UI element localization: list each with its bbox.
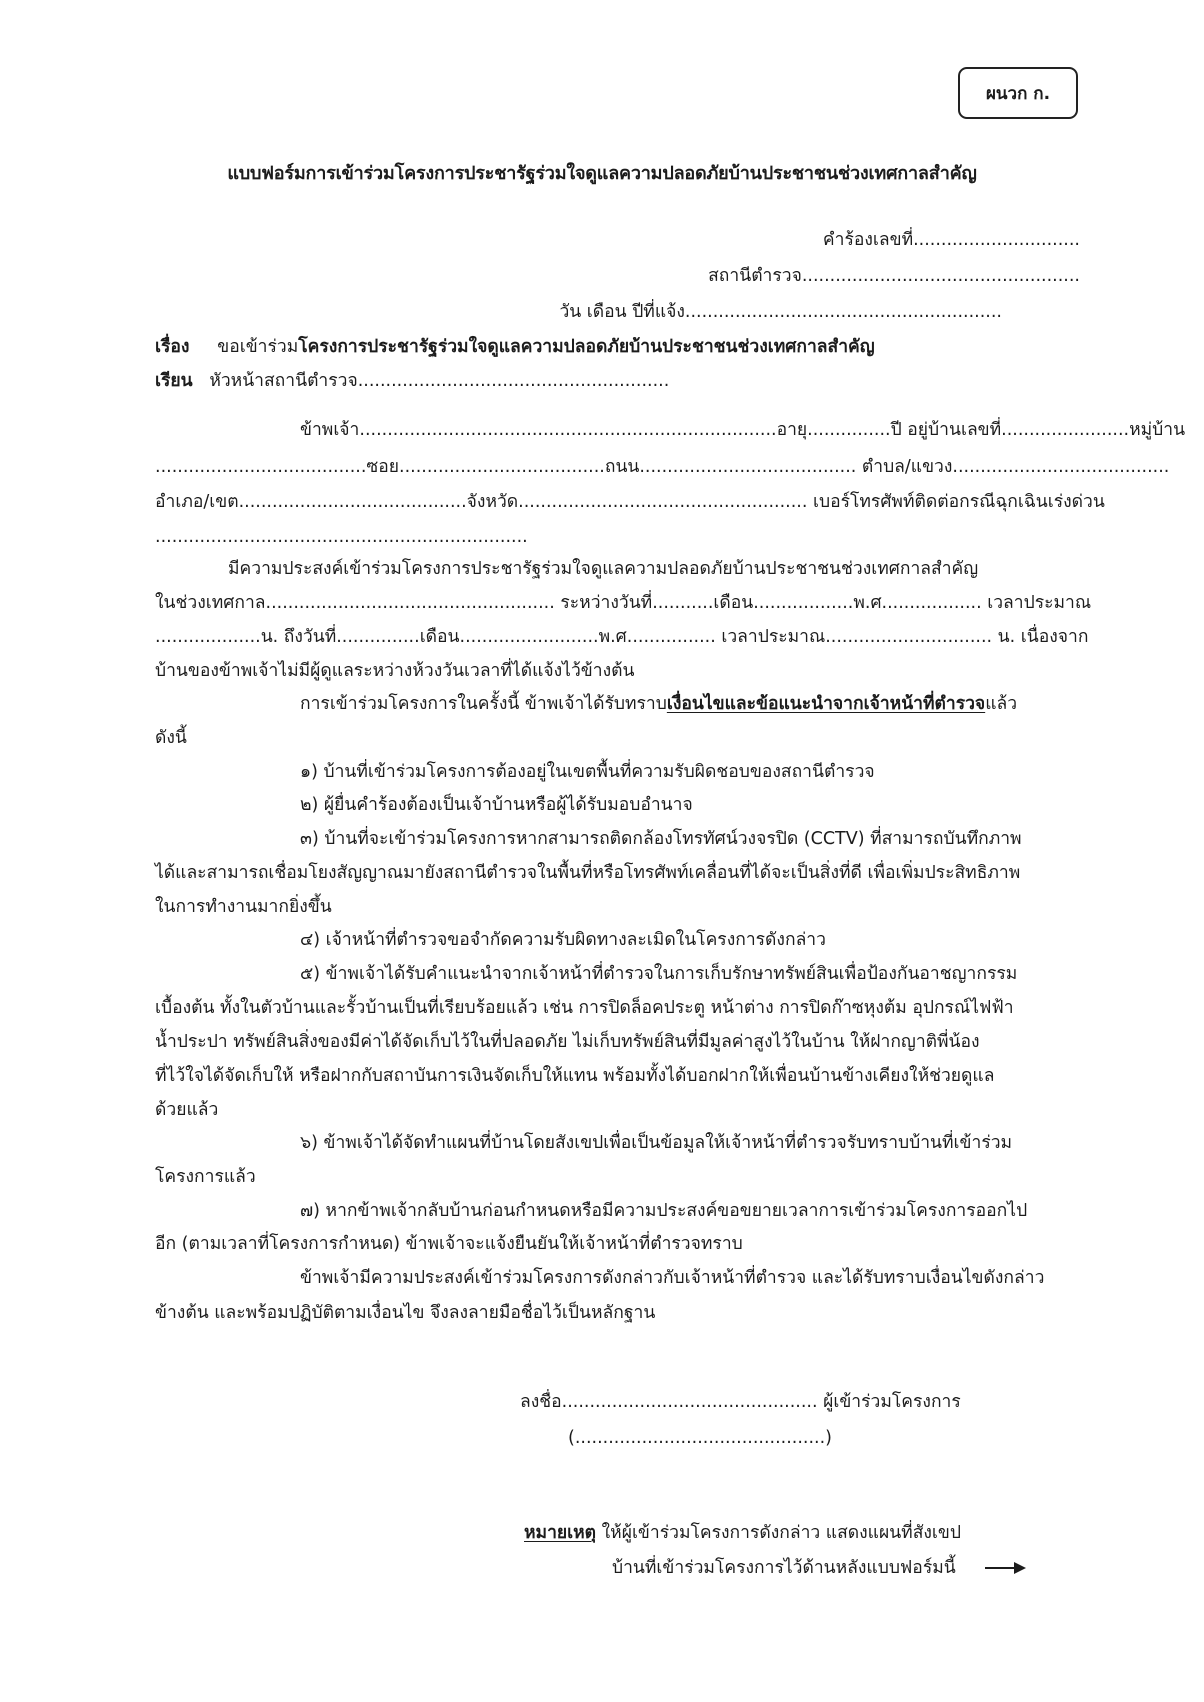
- police-station-field: สถานีตำรวจ..................................................: [708, 266, 1080, 286]
- form-title: แบบฟอร์มการเข้าร่วมโครงการประชารัฐร่วมใจดูแลความปลอดภัยบ้านประชาชนช่วงเทศกาลสำคัญ: [227, 163, 977, 184]
- condition-7-line-1: ๗) หากข้าพเจ้ากลับบ้านก่อนกำหนดหรือมีความประสงค์ขอขยายเวลาการเข้าร่วมโครงการออกไป: [300, 1201, 1028, 1221]
- annex-tag: ผนวก ก.: [958, 67, 1078, 119]
- ack-line-2: ดังนี้: [155, 728, 187, 748]
- subject-prefix: ขอเข้าร่วม: [217, 337, 299, 357]
- condition-2: ๒) ผู้ยื่นคำร้องต้องเป็นเจ้าบ้านหรือผู้ได้รับมอบอำนาจ: [300, 795, 693, 815]
- intent-line-3: ...................น. ถึงวันที่...............เดือน.........................พ.ศ................ เวลาประมาณ.............................. น. เนื่องจาก: [155, 627, 1089, 647]
- applicant-line-4: ...................................................................: [155, 527, 528, 547]
- condition-4: ๔) เจ้าหน้าที่ตำรวจขอจำกัดความรับผิดทางละเมิดในโครงการดังกล่าว: [300, 930, 826, 950]
- note-line-1: [524, 1521, 961, 1545]
- condition-3-line-2: ได้และสามารถเชื่อมโยงสัญญาณมายังสถานีตำรวจในพื้นที่หรือโทรศัพท์เคลื่อนที่ได้จะเป็นสิ่งที่ดี เพื่อเพิ่มประสิทธิภาพ: [155, 863, 1021, 883]
- closing-line-2: ข้างต้น และพร้อมปฏิบัติตามเงื่อนไข จึงลงลายมือชื่อไว้เป็นหลักฐาน: [155, 1303, 656, 1323]
- signature-line: ลงชื่อ.............................................. ผู้เข้าร่วมโครงการ: [520, 1392, 961, 1412]
- closing-line-1: ข้าพเจ้ามีความประสงค์เข้าร่วมโครงการดังกล่าวกับเจ้าหน้าที่ตำรวจ และได้รับทราบเงื่อนไขดังกล่าว: [300, 1268, 1045, 1288]
- condition-5-line-1: ๕) ข้าพเจ้าได้รับคำแนะนำจากเจ้าหน้าที่ตำรวจในการเก็บรักษาทรัพย์สินเพื่อป้องกันอาชญากรรม: [300, 964, 1018, 984]
- signature-name-line: (.............................................): [568, 1428, 832, 1448]
- note-line-2: บ้านที่เข้าร่วมโครงการไว้ด้านหลังแบบฟอร์มนี้: [612, 1558, 956, 1578]
- arrow-right-icon: [984, 1558, 1028, 1578]
- request-no-field: คำร้องเลขที่..............................: [822, 230, 1080, 250]
- subject-line: [155, 335, 875, 359]
- ack-underlined: เงื่อนไขและข้อแนะนำจากเจ้าหน้าที่ตำรวจ: [666, 694, 986, 714]
- condition-5-line-2: เบื้องต้น ทั้งในตัวบ้านและรั้วบ้านเป็นที่เรียบร้อยแล้ว เช่น การปิดล็อคประตู หน้าต่าง การปิดก๊าซหุงต้ม อุปกรณ์ไฟฟ้า: [155, 998, 1014, 1018]
- report-date-field: วัน เดือน ปีที่แจ้ง.........................................................: [559, 302, 1002, 322]
- salutation-label: เรียน: [155, 371, 193, 391]
- condition-5-line-4: ที่ไว้ใจได้จัดเก็บให้ หรือฝากกับสถาบันการเงินจัดเก็บให้แทน พร้อมทั้งได้บอกฝากให้เพื่อนบ้านข้างเคียงให้ช่วยดูแล: [155, 1066, 995, 1086]
- condition-6-line-2: โครงการแล้ว: [155, 1167, 256, 1187]
- intent-line-1: มีความประสงค์เข้าร่วมโครงการประชารัฐร่วมใจดูแลความปลอดภัยบ้านประชาชนช่วงเทศกาลสำคัญ: [228, 559, 979, 579]
- note-label: หมายเหตุ: [524, 1523, 597, 1543]
- condition-3-line-3: ในการทำงานมากยิ่งขึ้น: [155, 897, 332, 917]
- condition-6-line-1: ๖) ข้าพเจ้าได้จัดทำแผนที่บ้านโดยสังเขปเพื่อเป็นข้อมูลให้เจ้าหน้าที่ตำรวจรับทราบบ้านที่เข้าร่วม: [300, 1133, 1013, 1153]
- subject-label: เรื่อง: [155, 337, 190, 357]
- applicant-line-1: ข้าพเจ้า...........................................................................อายุ...............ปี อยู่บ้านเลขที่.......................หมู่บ้าน: [300, 420, 1186, 440]
- condition-3-line-1: ๓) บ้านที่จะเข้าร่วมโครงการหากสามารถติดกล้องโทรทัศน์วงจรปิด (CCTV) ที่สามารถบันทึกภาพ: [300, 829, 1022, 849]
- salutation-line: [155, 369, 669, 393]
- applicant-line-3: อำเภอ/เขต.........................................จังหวัด.................................................... เบอร์โทรศัพท์ติดต่อกรณีฉุกเฉินเร่งด่วน: [155, 492, 1105, 512]
- intent-line-2: ในช่วงเทศกาล.................................................... ระหว่างวันที่...........เดือน..................พ.ศ.................. เวลาประมาณ: [155, 593, 1092, 613]
- intent-line-4: บ้านของข้าพเจ้าไม่มีผู้ดูแลระหว่างห้วงวันเวลาที่ได้แจ้งไว้ข้างต้น: [155, 661, 635, 681]
- ack-suffix: แล้ว: [985, 694, 1018, 714]
- salutation-text: หัวหน้าสถานีตำรวจ........................................................: [209, 371, 670, 391]
- condition-1: ๑) บ้านที่เข้าร่วมโครงการต้องอยู่ในเขตพื้นที่ความรับผิดชอบของสถานีตำรวจ: [300, 762, 875, 782]
- condition-5-line-3: น้ำประปา ทรัพย์สินสิ่งของมีค่าได้จัดเก็บไว้ในที่ปลอดภัย ไม่เก็บทรัพย์สินที่มีมูลค่าสูงไว้ในบ้าน ให้ฝากญาติพี่น้อง: [155, 1032, 980, 1052]
- condition-7-line-2: อีก (ตามเวลาที่โครงการกำหนด) ข้าพเจ้าจะแจ้งยืนยันให้เจ้าหน้าที่ตำรวจทราบ: [155, 1234, 743, 1254]
- condition-5-line-5: ด้วยแล้ว: [155, 1100, 219, 1120]
- ack-line-1: [300, 692, 1017, 716]
- note-text-1: ให้ผู้เข้าร่วมโครงการดังกล่าว แสดงแผนที่สังเขป: [596, 1523, 961, 1543]
- subject-text: โครงการประชารัฐร่วมใจดูแลความปลอดภัยบ้านประชาชนช่วงเทศกาลสำคัญ: [298, 337, 875, 357]
- ack-prefix: การเข้าร่วมโครงการในครั้งนี้ ข้าพเจ้าได้รับทราบ: [300, 694, 667, 714]
- applicant-line-2: ......................................ซอย.....................................ถนน....................................... ตำบล/แขวง.......................................: [155, 457, 1170, 477]
